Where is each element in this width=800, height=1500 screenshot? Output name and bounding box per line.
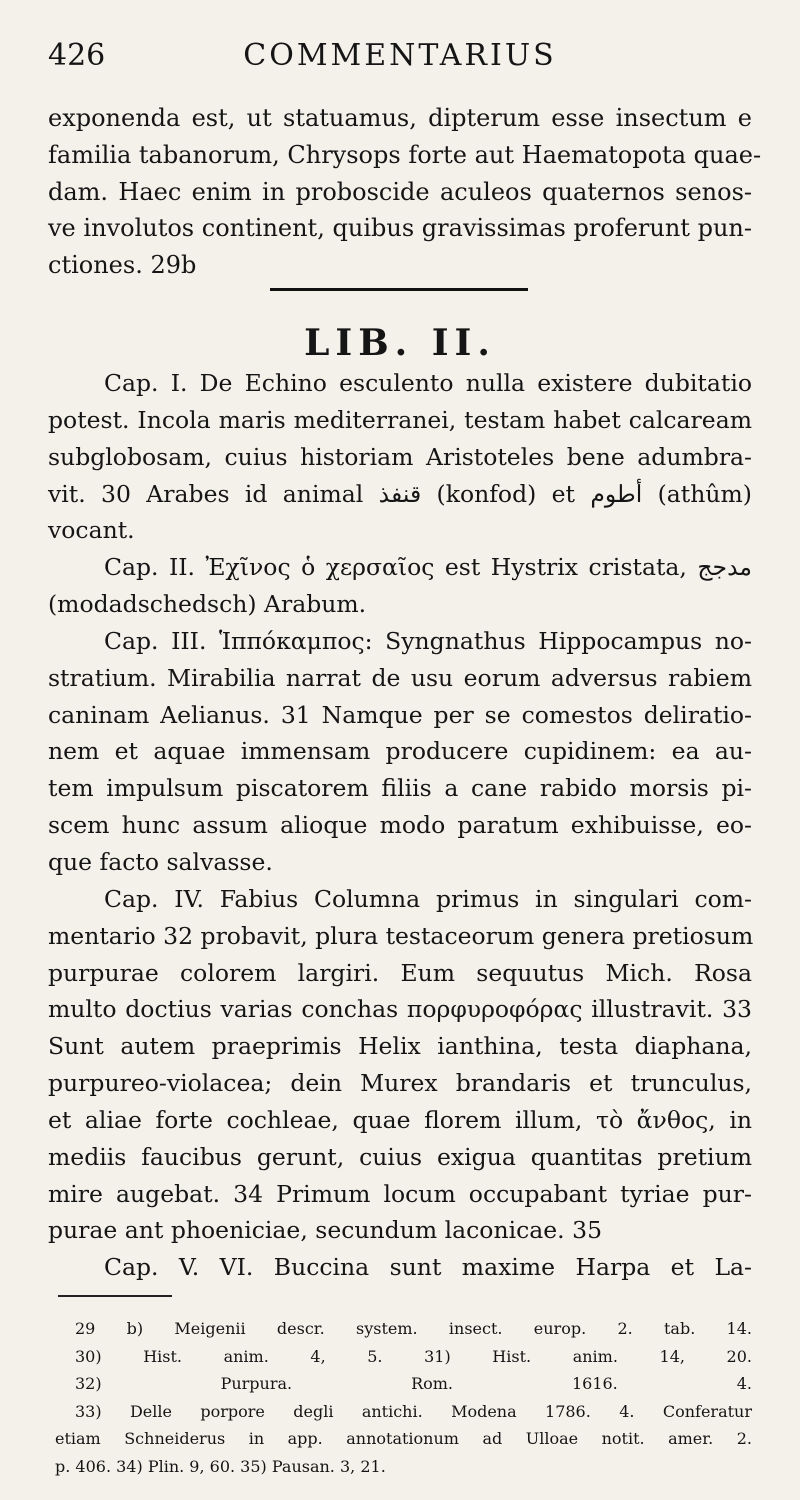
text-line: Sunt autem praeprimis Helix ianthina, testa diaphana,	[48, 1032, 752, 1061]
footnote-line: 29 b) Meigenii descr. system. insect. europ. 2. tab. 14.	[75, 1319, 752, 1338]
text-line: que facto salvasse.	[48, 847, 273, 876]
text-line: subglobosam, cuius historiam Aristoteles bene adumbra-	[48, 442, 752, 471]
text-line: vocant.	[48, 516, 135, 545]
text-line: Cap. II. Ἐχῖνος ὁ χερσαῖος est Hystrix cristata, مدجج	[104, 553, 752, 582]
text-line: ctiones. 29b	[48, 251, 197, 280]
section-divider	[270, 288, 528, 291]
text-line: purae ant phoeniciae, secundum laconicae. 35	[48, 1216, 603, 1245]
text-line: scem hunc assum alioque modo paratum exhibuisse, eo-	[48, 811, 752, 840]
text-line: mire augebat. 34 Primum locum occupabant tyriae pur-	[48, 1179, 752, 1208]
text-line: Cap. V. VI. Buccina sunt maxime Harpa et La-	[104, 1253, 752, 1282]
footnote-line: 33) Delle porpore degli antichi. Modena 1786. 4. Conferatur	[75, 1401, 752, 1421]
text-line: purpurae colorem largiri. Eum sequutus Mich. Rosa	[48, 958, 752, 987]
text-line: tem impulsum piscatorem filiis a cane rabido morsis pi-	[48, 774, 752, 803]
footnote-line: etiam Schneiderus in app. annotationum ad Ulloae notit. amer. 2.	[55, 1429, 752, 1448]
text-line: Cap. I. De Echino esculento nulla existere dubitatio	[104, 369, 752, 397]
book-title: LIB. II.	[304, 322, 496, 364]
text-line: et aliae forte cochleae, quae florem illum, τὸ ἄνθος, in	[48, 1105, 752, 1134]
text-line: familia tabanorum, Chrysops forte aut Haematopota quae-	[48, 140, 762, 169]
top-paragraph	[48, 100, 762, 284]
text-line: mentario 32 probavit, plura testaceorum genera pretiosum	[48, 921, 754, 950]
text-line: potest. Incola maris mediterranei, testam habet calcaream	[48, 405, 752, 434]
footnote-divider	[58, 1295, 172, 1297]
text-line: (modadschedsch) Arabum.	[48, 590, 367, 619]
running-head: COMMENTARIUS	[243, 38, 557, 73]
book-two-text	[48, 365, 752, 1286]
text-line: exponenda est, ut statuamus, dipterum esse insectum e	[48, 104, 752, 132]
text-line: dam. Haec enim in proboscide aculeos quaternos senos-	[48, 177, 752, 206]
text-line: multo doctius varias conchas πορφυροφόρας illustravit. 33	[48, 995, 752, 1024]
text-line: caninam Aelianus. 31 Namque per se comestos deliratio-	[48, 700, 752, 729]
text-line: vit. 30 Arabes id animal قنفذ (konfod) et أطوم (athûm)	[48, 479, 752, 508]
text-line: nem et aquae immensam producere cupidinem: ea au-	[48, 737, 752, 766]
footnote-line: 30) Hist. anim. 4, 5. 31) Hist. anim. 14, 20.	[75, 1346, 752, 1366]
footnotes	[55, 1315, 752, 1480]
text-line: Cap. III. Ἱππόκαμπος: Syngnathus Hippocampus no-	[104, 626, 752, 655]
text-line: purpureo-violacea; dein Murex brandaris et trunculus,	[48, 1069, 752, 1098]
text-line: Cap. IV. Fabius Columna primus in singulari com-	[104, 884, 752, 913]
footnote-line: p. 406. 34) Plin. 9, 60. 35) Pausan. 3, 21.	[55, 1456, 386, 1476]
page-header	[48, 38, 752, 88]
text-line: ve involutos continent, quibus gravissimas proferunt pun-	[48, 214, 752, 243]
footnote-line: 32) Purpura. Rom. 1616. 4.	[75, 1374, 752, 1393]
page-number: 426	[48, 38, 106, 73]
text-line: mediis faucibus gerunt, cuius exigua quantitas pretium	[48, 1142, 752, 1171]
text-line: stratium. Mirabilia narrat de usu eorum adversus rabiem	[48, 663, 752, 692]
